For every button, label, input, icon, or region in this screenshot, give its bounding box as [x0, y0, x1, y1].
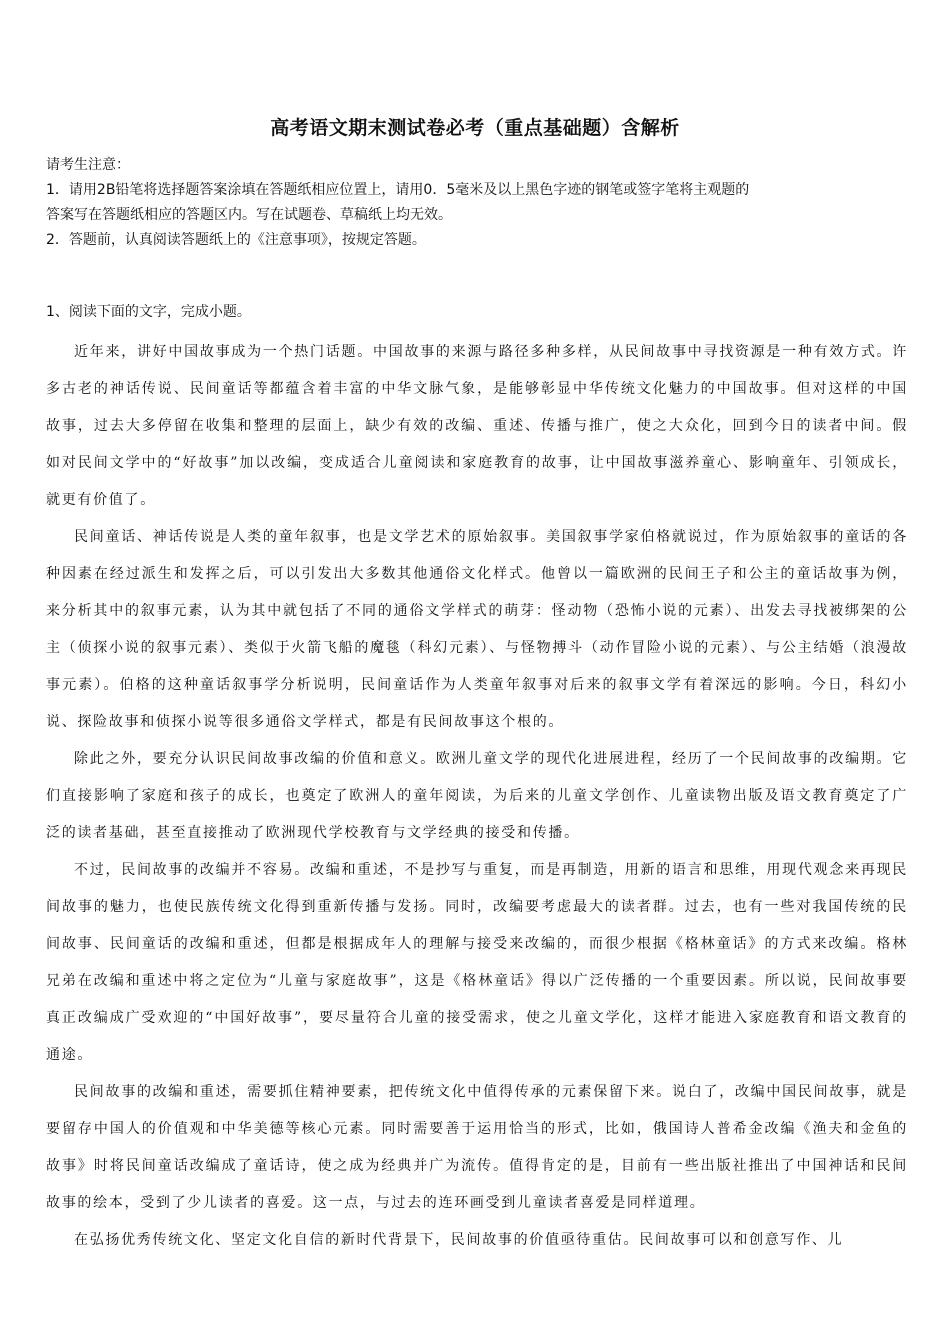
passage-paragraph: 在弘扬优秀传统文化、坚定文化自信的新时代背景下，民间故事的价值亟待重估。民间故事可以和创意写作、儿	[74, 1232, 844, 1248]
question-prompt: 1、阅读下面的文字，完成小题。	[46, 304, 251, 320]
notice-item-1-line-2: 答案写在答题纸相应的答题区内。写在试题卷、草稿纸上均无效。	[46, 207, 452, 223]
passage-paragraph: 不过，民间故事的改编并不容易。改编和重述，不是抄写与重复，而是再制造，用新的语言和思维，用现代观念来再现民间故事的魅力，也使民族传统文化得到重新传播与发扬。同时，改编要考虑最大的读者群。过去，也有一些对我国传统的民间故事、民间童话的改编和重述，但都是根据成年人的理解与接受来改编的，而很少根据《格林童话》的方式来改编。格林兄弟在改编和重述中将之定位为“儿童与家庭故事”，这是《格林童话》得以广泛传播的一个重要因素。所以说，民间故事要真正改编成广受欢迎的“中国好故事”，要尽量符合儿童的接受需求，使之儿童文学化，这样才能进入家庭教育和语文教育的通途。	[46, 862, 908, 1063]
notice-item-1-line-1: 1．请用2B铅笔将选择题答案涂填在答题纸相应位置上，请用0．5毫米及以上黑色字迹的钢笔或签字笔将主观题的	[46, 182, 750, 198]
notice-item-2: 2．答题前，认真阅读答题纸上的《注意事项》，按规定答题。	[46, 232, 426, 248]
notice-heading: 请考生注意：	[46, 157, 130, 173]
passage-paragraph: 除此之外，要充分认识民间故事改编的价值和意义。欧洲儿童文学的现代化进展进程，经历了一个民间故事的改编期。它们直接影响了家庭和孩子的成长，也奠定了欧洲人的童年阅读，为后来的儿童文学创作、儿童读物出版及语文教育奠定了广泛的读者基础，甚至直接推动了欧洲现代学校教育与文学经典的接受和传播。	[46, 751, 908, 841]
passage-paragraph: 民间故事的改编和重述，需要抓住精神要素，把传统文化中值得传承的元素保留下来。说白了，改编中国民间故事，就是要留存中国人的价值观和中华美德等核心元素。同时需要善于运用恰当的形式，比如，俄国诗人普希金改编《渔夫和金鱼的故事》时将民间童话改编成了童话诗，使之成为经典并广为流传。值得肯定的是，目前有一些出版社推出了中国神话和民间故事的绘本，受到了少儿读者的喜爱。这一点，与过去的连环画受到儿童读者喜爱是同样道理。	[46, 1084, 908, 1211]
passage-paragraph: 民间童话、神话传说是人类的童年叙事，也是文学艺术的原始叙事。美国叙事学家伯格就说过，作为原始叙事的童话的各种因素在经过派生和发挥之后，可以引发出大多数其他通俗文化样式。他曾以一篇欧洲的民间王子和公主的童话故事为例，来分析其中的叙事元素，认为其中就包括了不同的通俗文学样式的萌芽：怪动物（恐怖小说的元素）、出发去寻找被绑架的公主（侦探小说的叙事元素）、类似于火箭飞船的魔毯（科幻元素）、与怪物搏斗（动作冒险小说的元素）、与公主结婚（浪漫故事元素）。伯格的这种童话叙事学分析说明，民间童话作为人类童年叙事对后来的叙事文学有着深远的影响。今日，科幻小说、探险故事和侦探小说等很多通俗文学样式，都是有民间故事这个根的。	[46, 529, 908, 730]
reading-passage	[46, 334, 908, 1259]
passage-paragraph: 近年来，讲好中国故事成为一个热门话题。中国故事的来源与路径多种多样，从民间故事中寻找资源是一种有效方式。许多古老的神话传说、民间童话等都蕴含着丰富的中华文脉气象，是能够彰显中华传统文化魅力的中国故事。但对这样的中国故事，过去大多停留在收集和整理的层面上，缺少有效的改编、重述、传播与推广，使之大众化，回到今日的读者中间。假如对民间文学中的“好故事”加以改编，变成适合儿童阅读和家庭教育的故事，让中国故事滋养童心、影响童年、引领成长，就更有价值了。	[46, 344, 908, 508]
document-title: 高考语文期末测试卷必考（重点基础题）含解析	[270, 117, 680, 139]
exam-notice	[46, 153, 916, 253]
